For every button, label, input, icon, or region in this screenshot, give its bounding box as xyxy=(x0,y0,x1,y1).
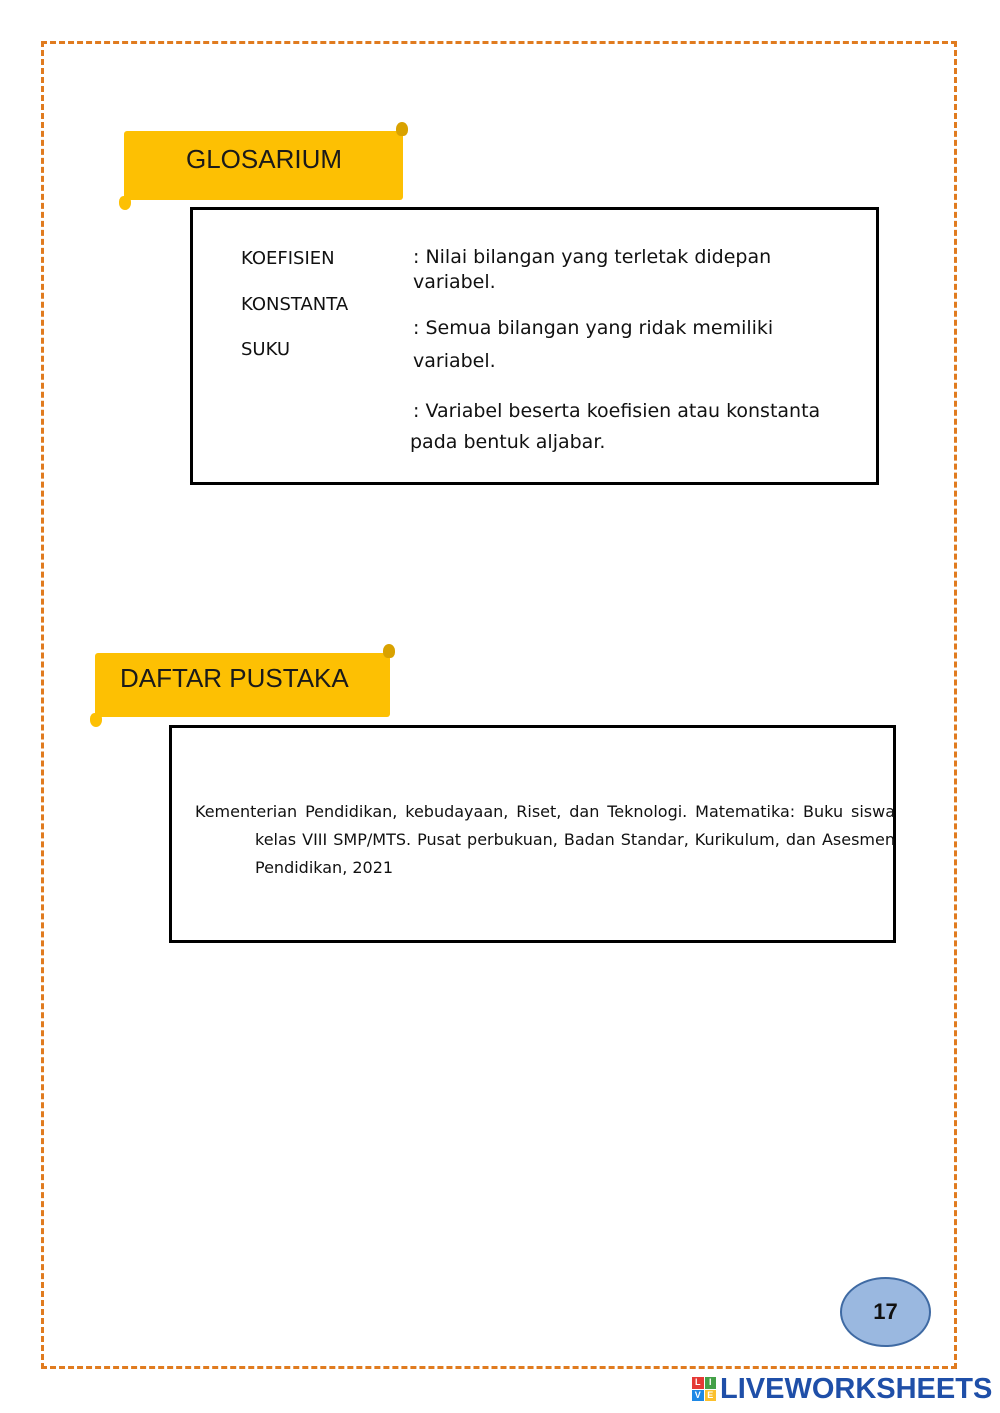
glossary-term: SUKU xyxy=(241,339,291,360)
glosarium-box xyxy=(190,207,879,485)
logo-letter: V xyxy=(692,1390,704,1402)
logo-letter: L xyxy=(692,1377,704,1389)
liveworksheets-logo xyxy=(692,1373,992,1405)
glossary-definition xyxy=(413,244,843,296)
definition-line: : Variabel beserta koefisien atau konstanta xyxy=(413,400,821,422)
logo-letter: E xyxy=(705,1390,717,1402)
glossary-term: KONSTANTA xyxy=(241,294,349,315)
glosarium-banner xyxy=(124,131,403,200)
daftar-pustaka-banner xyxy=(95,653,390,717)
liveworksheets-text: LIVEWORKSHEETS xyxy=(720,1372,993,1405)
banner-curl xyxy=(383,644,395,658)
banner-curl xyxy=(119,196,131,210)
glosarium-title: GLOSARIUM xyxy=(186,144,343,174)
reference-entry: Kementerian Pendidikan, kebudayaan, Riset, dan Teknologi. Matematika: Buku siswa kelas VIII SMP/MTS. Pusat perbukuan, Badan Standar, Kurikulum, dan Asesmen Pendidikan, 2021 xyxy=(195,802,895,877)
liveworksheets-icon xyxy=(692,1377,716,1401)
definition-line: pada bentuk aljabar. xyxy=(410,431,606,453)
daftar-pustaka-title: DAFTAR PUSTAKA xyxy=(120,663,349,693)
glossary-definition xyxy=(410,398,843,456)
page-number xyxy=(840,1277,931,1347)
glossary-definition xyxy=(413,315,843,375)
glossary-term: KOEFISIEN xyxy=(241,248,335,269)
daftar-pustaka-box xyxy=(169,725,896,943)
banner-curl xyxy=(90,713,102,727)
page-number-text: 17 xyxy=(873,1299,898,1324)
logo-letter: I xyxy=(705,1377,717,1389)
definition-line: : Semua bilangan yang ridak memiliki xyxy=(413,317,774,339)
definition-line: : Nilai bilangan yang terletak didepan xyxy=(413,246,772,268)
banner-curl xyxy=(396,122,408,136)
definition-line: variabel. xyxy=(413,271,496,293)
definition-line: variabel. xyxy=(413,350,496,372)
